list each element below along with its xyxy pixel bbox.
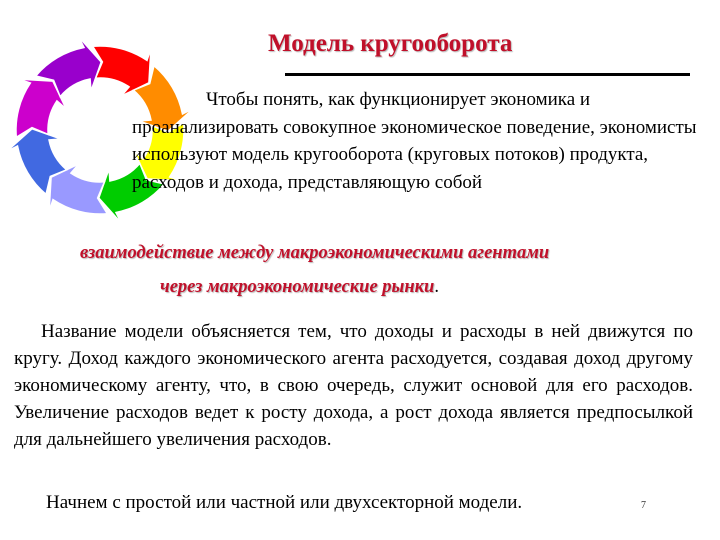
page-title: Модель кругооборота — [268, 30, 513, 57]
page-number: 7 — [641, 500, 646, 511]
emphasis-line-1: взаимодействие между макроэкономическими агентами — [80, 243, 550, 263]
intro-text: Чтобы понять, как функционирует экономика и проанализировать совокупное экономическое поведение, экономисты используют модель кругооборота (круговых потоков) продукта, расходов и дохода, представляющую собой — [132, 89, 697, 193]
emphasis-period: . — [434, 277, 439, 297]
closing-line: Начнем с простой или частной или двухсекторной модели. — [46, 492, 523, 513]
emphasis-line-2 — [160, 277, 439, 298]
title-underline — [285, 73, 690, 76]
body-paragraph: Название модели объясняется тем, что доходы и расходы в ней движутся по кругу. Доход каждого экономического агента расходуется, создавая доход другому экономическому агенту, что, в свою очередь, служит основой для его расходов. Увеличение расходов ведет к росту дохода, а рост дохода является предпосылкой для дальнейшего увеличения расходов. — [14, 321, 693, 450]
emphasis-line-2-text: через макроэкономические рынки — [160, 277, 435, 297]
